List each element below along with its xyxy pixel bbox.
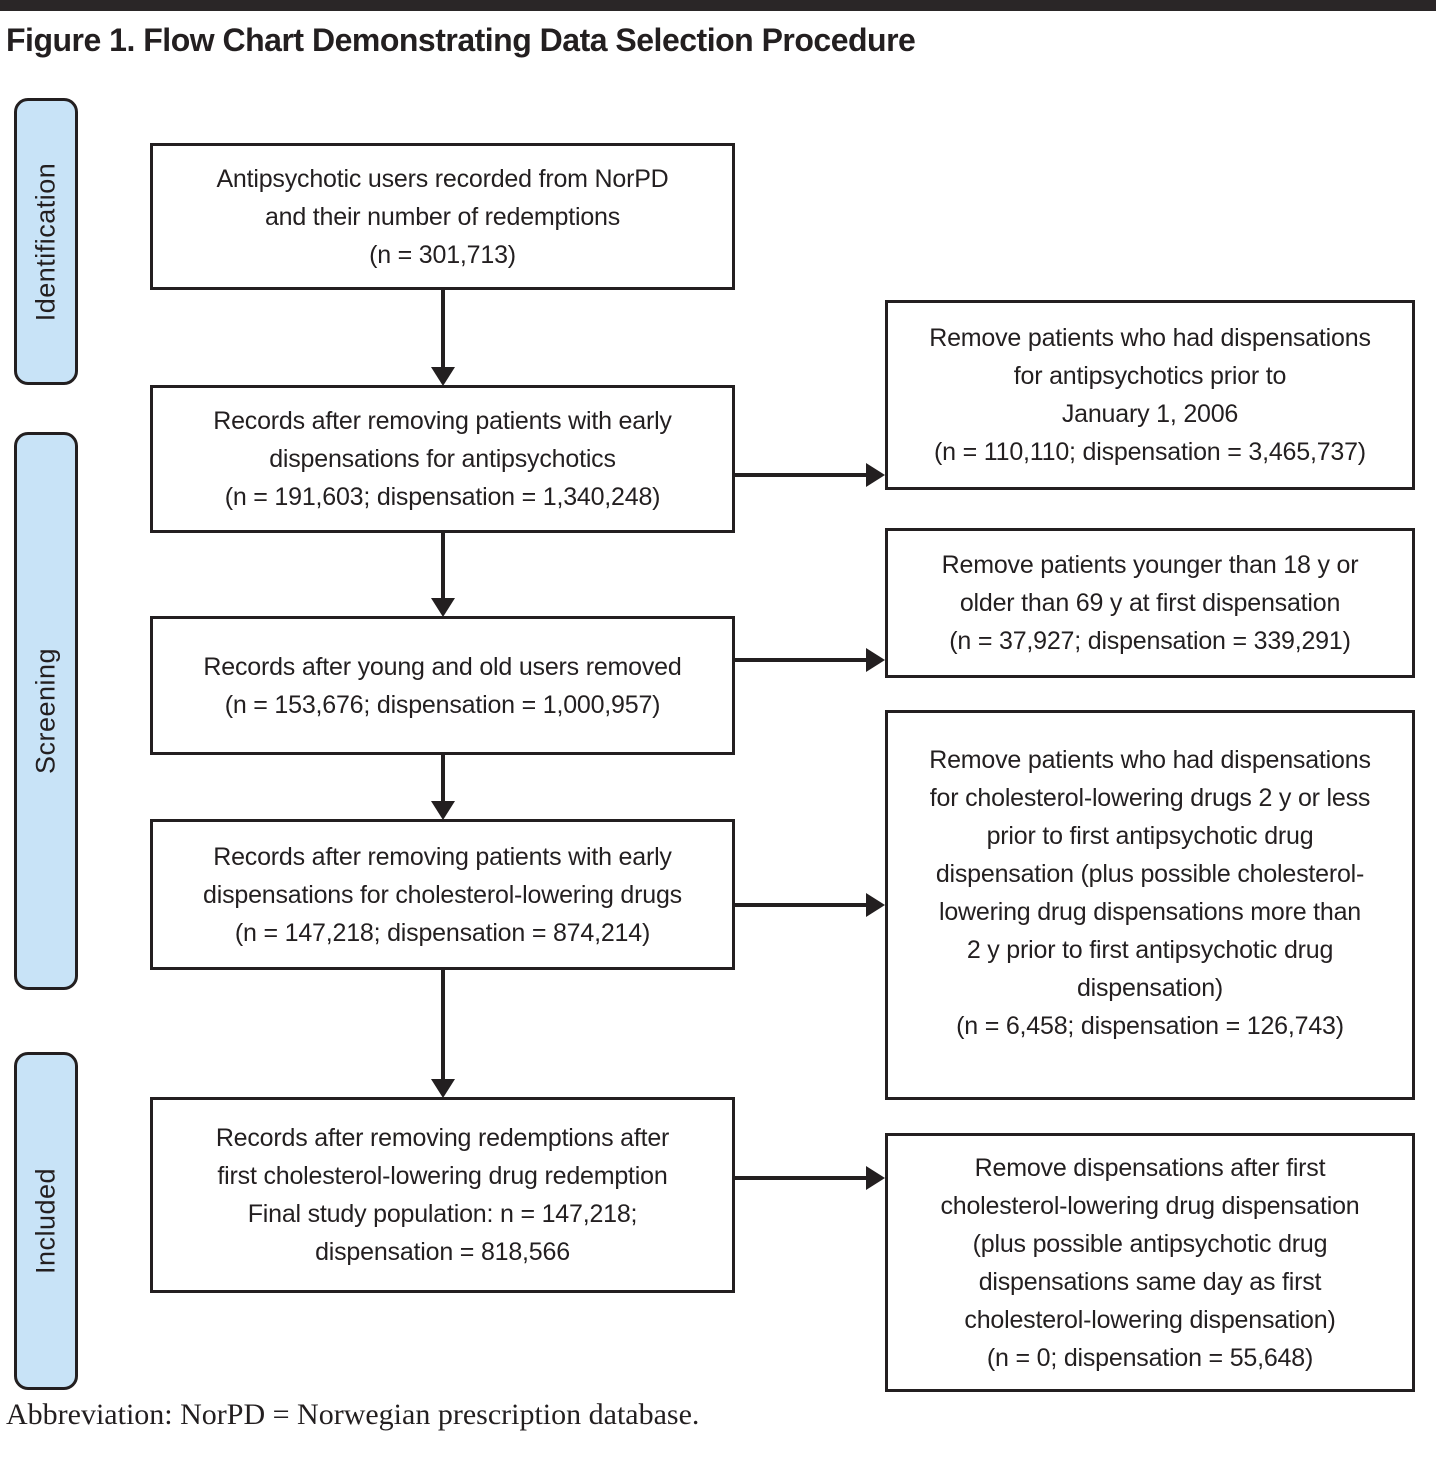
- arrow-right-2-head: [866, 648, 885, 672]
- arrow-right-4-shaft: [735, 1176, 869, 1180]
- arrow-down-1-shaft: [441, 290, 445, 369]
- flow-box-identification: Antipsychotic users recorded from NorPD and their number of redemptions (n = 301,713): [150, 143, 735, 290]
- arrow-down-2-shaft: [441, 533, 445, 599]
- arrow-down-3-head: [431, 801, 455, 820]
- arrow-right-1-head: [866, 463, 885, 487]
- stage-identification-label: Identification: [30, 162, 61, 321]
- stage-identification: [14, 98, 78, 385]
- arrow-down-2-head: [431, 598, 455, 617]
- arrow-right-4-head: [866, 1166, 885, 1190]
- flow-box-final-population: Records after removing redemptions after first cholesterol-lowering drug redemption Final study population: n = 147,218; dispensation = 818,566: [150, 1097, 735, 1293]
- stage-screening-label: Screening: [30, 647, 61, 775]
- exclusion-box-age: Remove patients younger than 18 y or older than 69 y at first dispensation (n = 37,927; dispensation = 339,291): [885, 528, 1415, 678]
- arrow-right-3-head: [866, 893, 885, 917]
- bottom-divider: [0, 0, 1436, 5]
- arrow-down-1-head: [431, 367, 455, 386]
- stage-included: [14, 1052, 78, 1390]
- exclusion-box-post-cholesterol-dispensations: Remove dispensations after first cholesterol-lowering drug dispensation (plus possible antipsychotic drug dispensations same day as first cholesterol-lowering dispensation) (n = 0; dispensation = 55,648): [885, 1133, 1415, 1392]
- arrow-right-1-shaft: [735, 473, 869, 477]
- flow-box-early-antipsychotics-removed: Records after removing patients with early dispensations for antipsychotics (n = 191,603; dispensation = 1,340,248): [150, 385, 735, 533]
- abbreviation-footnote: Abbreviation: NorPD = Norwegian prescription database.: [6, 1398, 700, 1431]
- arrow-down-4-shaft: [441, 970, 445, 1080]
- exclusion-box-prior-antipsychotics: Remove patients who had dispensations for antipsychotics prior to January 1, 2006 (n = 110,110; dispensation = 3,465,737): [885, 300, 1415, 490]
- exclusion-box-prior-cholesterol: Remove patients who had dispensations for cholesterol-lowering drugs 2 y or less prior to first antipsychotic drug dispensation (plus possible cholesterol- lowering drug dispensations more than 2 y prior to first antipsychotic drug dispensation) (n = 6,458; dispensation = 126,743): [885, 710, 1415, 1100]
- figure-title: Figure 1. Flow Chart Demonstrating Data Selection Procedure: [6, 22, 916, 58]
- arrow-right-2-shaft: [735, 658, 869, 662]
- arrow-down-3-shaft: [441, 755, 445, 802]
- arrow-right-3-shaft: [735, 903, 869, 907]
- stage-included-label: Included: [30, 1167, 61, 1275]
- stage-screening: [14, 432, 78, 990]
- flow-box-age-filtered: Records after young and old users removed (n = 153,676; dispensation = 1,000,957): [150, 616, 735, 755]
- flow-box-early-cholesterol-removed: Records after removing patients with early dispensations for cholesterol-lowering drugs (n = 147,218; dispensation = 874,214): [150, 819, 735, 970]
- arrow-down-4-head: [431, 1079, 455, 1098]
